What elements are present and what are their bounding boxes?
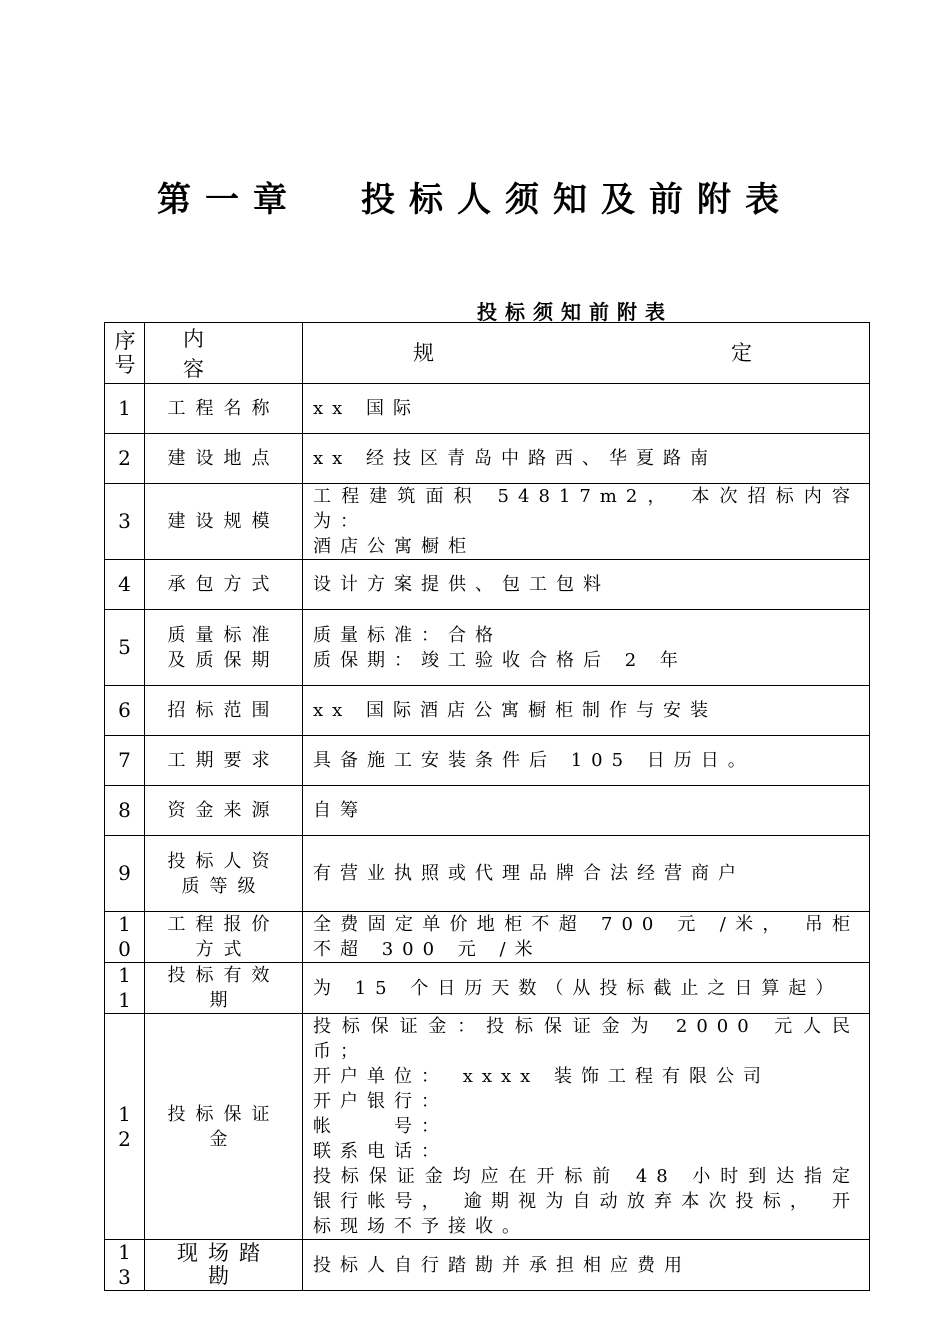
row-rule <box>303 836 870 912</box>
row-rule <box>303 786 870 836</box>
rule-line: 开户银行： <box>313 1091 448 1112</box>
row-number: 4 <box>105 560 145 610</box>
table-row <box>105 963 870 1014</box>
table-row <box>105 912 870 963</box>
rule-line: 自筹 <box>313 800 367 821</box>
row-number: 7 <box>105 736 145 786</box>
row-rule <box>303 484 870 560</box>
rule-line: 设计方案提供、包工包料 <box>313 574 610 595</box>
table-row <box>105 610 870 686</box>
rule-line: 开户单位： xxxx 装饰工程有限公司 <box>313 1066 771 1087</box>
table-row <box>105 1240 870 1291</box>
rule-line: xx 国际 <box>313 398 421 419</box>
front-table <box>104 322 870 1291</box>
row-item: 投标保证金 <box>145 1014 303 1240</box>
table-row <box>105 786 870 836</box>
row-number: 13 <box>105 1240 145 1291</box>
rule-line: xx 国际酒店公寓橱柜制作与安装 <box>313 700 718 721</box>
table-title: 投标须知前附表 <box>477 300 673 324</box>
row-item: 投标人资质等级 <box>145 836 303 912</box>
rule-line: 有营业执照或代理品牌合法经营商户 <box>313 863 745 884</box>
row-rule <box>303 384 870 434</box>
row-number: 11 <box>105 963 145 1014</box>
table-row <box>105 484 870 560</box>
row-item: 现场踏勘 <box>145 1240 303 1291</box>
rule-line: 酒店公寓橱柜 <box>313 536 475 557</box>
row-number: 1 <box>105 384 145 434</box>
row-item: 投标有效期 <box>145 963 303 1014</box>
row-number: 10 <box>105 912 145 963</box>
table-row <box>105 686 870 736</box>
chapter-title <box>0 172 950 221</box>
row-item: 招标范围 <box>145 686 303 736</box>
row-item: 建设地点 <box>145 434 303 484</box>
rule-line: 质保期：竣工验收合格后 2 年 <box>313 649 687 671</box>
row-rule <box>303 434 870 484</box>
rule-line: 质量标准：合格 <box>313 624 502 646</box>
table-row <box>105 1014 870 1240</box>
header-rule <box>303 323 870 384</box>
row-item: 工程名称 <box>145 384 303 434</box>
chapter-number: 第一章 <box>157 180 301 220</box>
chapter-name: 投标人须知及前附表 <box>361 180 793 220</box>
rule-line: 投标保证金均应在开标前 48 小时到达指定银行帐号， 逾期视为自动放弃本次投标， 开标现场不予接收。 <box>313 1166 859 1237</box>
row-number: 2 <box>105 434 145 484</box>
row-item: 工程报价方式 <box>145 912 303 963</box>
row-rule <box>303 1240 870 1291</box>
row-item: 建设规模 <box>145 484 303 560</box>
row-rule <box>303 610 870 686</box>
row-number: 12 <box>105 1014 145 1240</box>
rule-line: 帐 号： <box>313 1116 448 1137</box>
table-row <box>105 434 870 484</box>
rule-line: 为 15 个日历天数（从投标截止之日算起） <box>313 977 843 999</box>
table-row <box>105 736 870 786</box>
row-number: 9 <box>105 836 145 912</box>
row-rule <box>303 912 870 963</box>
table-header-row <box>105 323 870 384</box>
table-row <box>105 560 870 610</box>
row-number: 5 <box>105 610 145 686</box>
row-rule <box>303 736 870 786</box>
row-number: 3 <box>105 484 145 560</box>
rule-line: 联系电话： <box>313 1141 448 1162</box>
row-rule <box>303 560 870 610</box>
row-rule <box>303 686 870 736</box>
row-rule <box>303 1014 870 1240</box>
row-number: 6 <box>105 686 145 736</box>
row-item: 承包方式 <box>145 560 303 610</box>
table-row <box>105 384 870 434</box>
rule-line: 投标保证金：投标保证金为 2000 元人民币； <box>313 1016 859 1062</box>
rule-line: 具备施工安装条件后 105 日历日。 <box>313 750 755 771</box>
rule-line: xx 经技区青岛中路西、华夏路南 <box>313 448 718 469</box>
rule-line: 投标人自行踏勘并承担相应费用 <box>313 1254 691 1276</box>
rule-line: 全费固定单价地柜不超 700 元 /米， 吊柜不超 300 元 /米 <box>313 914 859 960</box>
row-item: 资金来源 <box>145 786 303 836</box>
header-item: 内容 <box>145 323 303 384</box>
header-num: 序号 <box>105 323 145 384</box>
row-item: 质量标准及质保期 <box>145 610 303 686</box>
row-rule <box>303 963 870 1014</box>
header-rule-left: 规 <box>413 341 434 365</box>
rule-line: 工程建筑面积 54817m2， 本次招标内容为： <box>313 486 859 532</box>
row-item: 工期要求 <box>145 736 303 786</box>
table-row <box>105 836 870 912</box>
row-number: 8 <box>105 786 145 836</box>
header-rule-right: 定 <box>731 341 752 365</box>
